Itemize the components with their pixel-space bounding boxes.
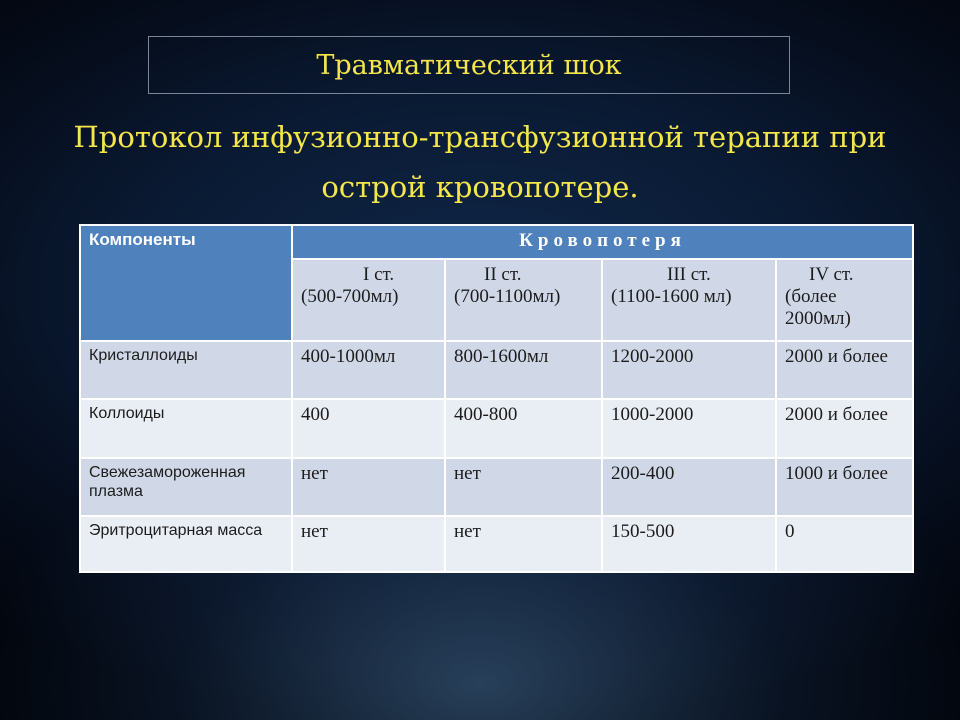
table-cell: нет [445,516,602,572]
table-cell: нет [292,458,445,516]
table-cell: 2000 и более [776,341,913,399]
row-label: Эритроцитарная масса [80,516,292,572]
slide-title-box [148,36,790,94]
stage-name: II ст. [484,264,522,285]
table-cell: 2000 и более [776,399,913,458]
table-cell: 1000-2000 [602,399,776,458]
table-cell: 400-800 [445,399,602,458]
stage-header-4 [776,259,913,341]
table-cell: нет [445,458,602,516]
table-cell: 400-1000мл [292,341,445,399]
table-cell: 800-1600мл [445,341,602,399]
stage-range: (1100-1600 мл) [611,286,732,307]
row-label: Коллоиды [80,399,292,458]
table-row [80,516,913,572]
slide-subtitle [60,112,900,212]
table-cell: 400 [292,399,445,458]
stage-range: (700-1100мл) [454,286,561,307]
row-label: Кристаллоиды [80,341,292,399]
subtitle-line-1: Протокол инфузионно-трансфузионной терапии при [73,120,887,154]
infusion-therapy-table [79,224,914,573]
blood-loss-header: Кровопотеря [292,225,913,259]
table-cell: нет [292,516,445,572]
stage-name: III ст. [667,264,711,285]
stage-name: IV ст. [809,264,854,285]
slide-title: Травматический шок [316,49,622,81]
table-row [80,458,913,516]
stage-range: (более 2000мл) [785,286,851,329]
stage-header-2 [445,259,602,341]
stage-header-3 [602,259,776,341]
components-header: Компоненты [80,225,292,341]
row-label: Свежезамороженная плазма [80,458,292,516]
table-row [80,399,913,458]
stage-header-1 [292,259,445,341]
table-row [80,341,913,399]
table-cell: 150-500 [602,516,776,572]
table-cell: 0 [776,516,913,572]
table-cell: 1000 и более [776,458,913,516]
stage-name: I ст. [363,264,395,285]
table-cell: 1200-2000 [602,341,776,399]
subtitle-line-2: острой кровопотере. [321,170,639,204]
table-cell: 200-400 [602,458,776,516]
stage-range: (500-700мл) [301,286,399,307]
